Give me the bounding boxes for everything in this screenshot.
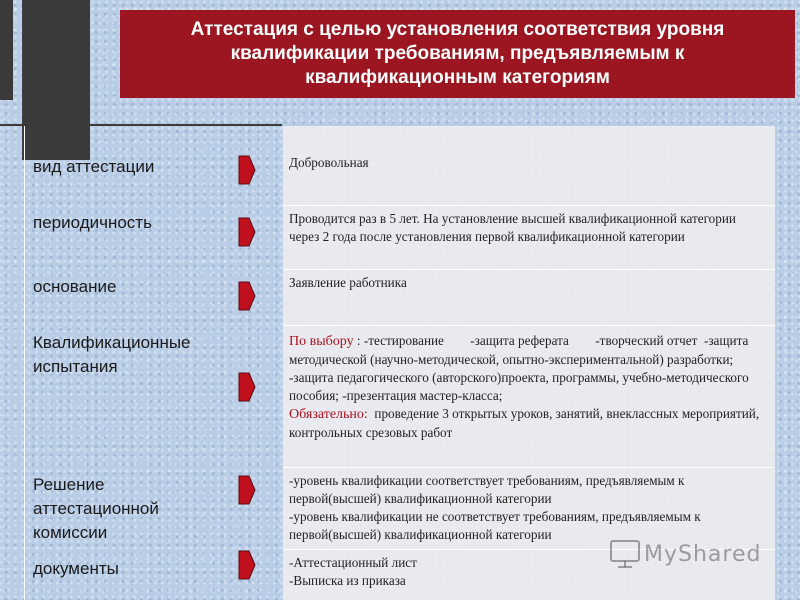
required-prefix: Обязательно:	[289, 407, 368, 422]
row-basis	[283, 270, 775, 326]
required-text: проведение 3 открытых уроков, занятий, внеклассных мероприятий, контрольных срезовых работ	[289, 406, 763, 440]
right-arrow-icon	[237, 367, 257, 407]
attestation-type-value: Добровольная	[289, 155, 369, 170]
choice-prefix: По выбору	[289, 334, 354, 349]
label-qualification-tests: Квалификационные испытания	[33, 333, 191, 376]
right-arrow-icon	[237, 150, 257, 190]
slide-title	[120, 10, 795, 98]
decision-noncompliant: -уровень квалификации не соответствует требованиям, предъявляемым к первой(высшей) квалификационной категории	[289, 509, 701, 542]
row-attestation-type	[283, 126, 775, 206]
watermark-text: MyShared	[644, 542, 762, 567]
periodicity-value: Проводится раз в 5 лет. На установление высшей квалификационной категории через 2 года после установления первой квалификационной категории	[289, 211, 736, 244]
right-arrow-icon	[237, 470, 257, 510]
label-commission-decision: Решение аттестационной комиссии	[33, 475, 159, 542]
decor-side-bar	[0, 0, 13, 100]
right-arrow-icon	[237, 276, 257, 316]
label-documents: документы	[33, 559, 119, 578]
decision-compliant: -уровень квалификации соответствует требованиям, предъявляемым к первой(высшей) квалификационной категории	[289, 473, 685, 506]
slide-title-text: Аттестация с целью установления соответствия уровня квалификации требованиям, предъявляемым к квалификационным категориям	[190, 19, 725, 88]
document-attestation-sheet: -Аттестационный лист	[289, 555, 417, 570]
row-qualification-tests	[283, 326, 775, 468]
right-arrow-icon	[237, 212, 257, 252]
label-basis: основание	[33, 277, 117, 296]
label-periodicity: периодичность	[33, 213, 152, 232]
right-arrow-icon	[237, 545, 257, 585]
basis-value: Заявление работника	[289, 275, 407, 290]
choice-text: : -тестирование -защита реферата -творческий отчет -защита методической (научно-методической, опытно-экспериментальной) разработки; -защита педагогического (авторского)проекта, программы, учебно-методического пособия; -презентация мастер-класса;	[289, 333, 753, 403]
watermark-logo-icon	[608, 535, 642, 574]
label-attestation-type: вид аттестации	[33, 157, 155, 176]
row-commission-decision	[283, 468, 775, 550]
document-order-extract: -Выписка из приказа	[289, 573, 406, 588]
row-periodicity	[283, 206, 775, 270]
